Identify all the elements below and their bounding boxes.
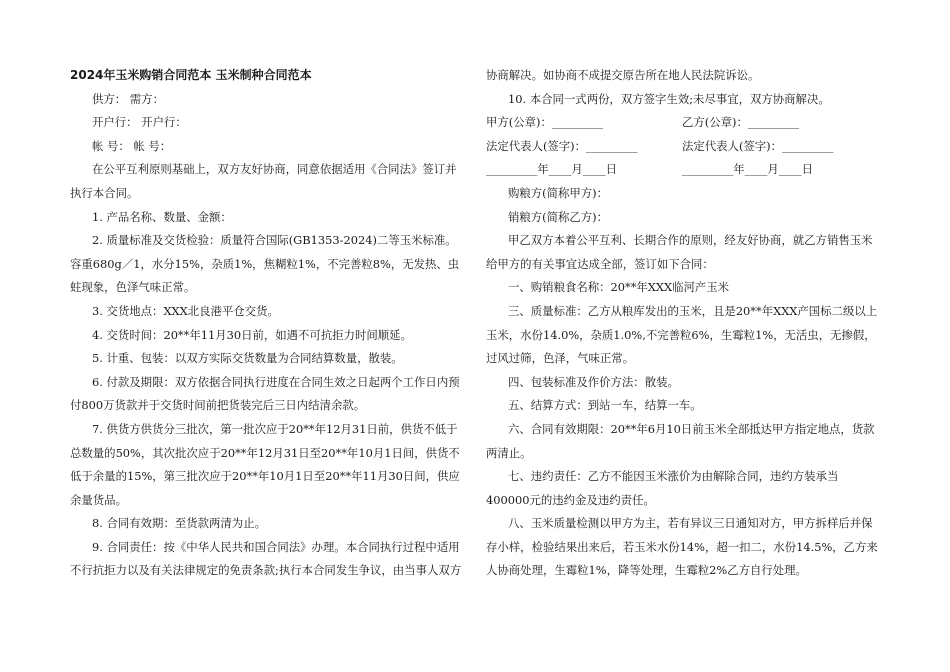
- article-6: 六、合同有效期限：20**年6月10日前玉米全部抵达甲方指定地点，货款两清止。: [486, 421, 875, 460]
- clause-9-continued: 协商解决。如协商不成提交原告所在地人民法院诉讼。: [486, 68, 760, 82]
- clause-5: 5. 计重、包装：以双方实际交货数量为合同结算数量，散装。: [92, 351, 403, 366]
- clause-4: 4. 交货时间：20**年11月30日前，如遇不可抗拒力时间顺延。: [92, 327, 412, 342]
- clause-9: 9. 合同责任：按《中华人民共和国合同法》办理。本合同执行过程中适用不行抗拒力以及有关法律规定的免责条款;执行本合同发生争议，由当事人双方: [70, 539, 462, 578]
- paragraph-account: 帐 号： 帐 号：: [92, 138, 172, 153]
- article-3: 三、质量标准：乙方从粮库发出的玉米，且是20**年XXX产国标二级以上玉米，水份14.0%，杂质1.0%,不完善粒6%，生霉粒1%，无活虫，无掺假，过风过筛，色泽，气味正常。: [486, 303, 878, 366]
- signature-row-representative: [486, 135, 878, 159]
- paragraph-bank: 开户行： 开户行：: [92, 115, 187, 130]
- clause-2: 2. 质量标准及交货检验：质量符合国际(GB1353-2024)二等玉米标准。容重680g／1，水分15%，杂质1%，焦糊粒1%，不完善粒8%，无发热、虫蛀现象，色泽气味正常。: [70, 233, 460, 295]
- article-1: 一、购销粮食名称：20**年XXX临河产玉米: [508, 280, 730, 295]
- party-a-date: _________年____月____日: [486, 162, 617, 177]
- clause-8: 8. 合同有效期：至货款两清为止。: [92, 516, 266, 531]
- clause-7: 7. 供货方供货分三批次，第一批次应于20**年12月31日前，供货不低于总数量的50%，其次批次应于20**年12月31日至20**年10月1日间，供货不低于余量的15%，第三批次应于20**年10月1日至20**年11月30日间，供应余量货品。: [70, 421, 460, 507]
- left-column: [70, 64, 462, 583]
- clause-6: 6. 付款及期限：双方依据合同执行进度在合同生效之日起两个工作日内预付800万货款并于交货时间前把货装完后三日内结清余款。: [70, 374, 460, 413]
- clause-10: 10. 本合同一式两份，双方签字生效;未尽事宜，双方协商解决。: [508, 91, 830, 106]
- signature-row-date: [486, 158, 878, 182]
- clause-3: 3. 交货地点：XXX北良港平仓交货。: [92, 303, 279, 318]
- party-a-seal: 甲方(公章)：_________: [486, 115, 604, 130]
- article-5: 五、结算方式：到站一车，结算一车。: [508, 398, 702, 413]
- signature-row-seal: [486, 111, 878, 135]
- clause-1: 1. 产品名称、数量、金额：: [92, 209, 232, 224]
- second-contract-intro: 甲乙双方本着公平互利、长期合作的原则，经友好协商，就乙方销售玉米给甲方的有关事宜达成全部，签订如下合同：: [486, 233, 873, 271]
- party-b-representative: 法定代表人(签字)：_________: [682, 138, 834, 153]
- paragraph-intro: 在公平互利原则基础上，双方友好协商，同意依据适用《合同法》签订并执行本合同。: [70, 162, 457, 200]
- party-b-date: _________年____月____日: [682, 162, 813, 177]
- article-7: 七、违约责任：乙方不能因玉米涨价为由解除合同，违约方装承当400000元的违约金及违约责任。: [486, 469, 839, 507]
- party-b-seal: 乙方(公章)：_________: [682, 115, 800, 130]
- buyer-line: 购粮方(简称甲方)：: [508, 185, 609, 200]
- seller-line: 销粮方(简称乙方)：: [508, 209, 609, 224]
- article-8: 八、玉米质量检测以甲方为主，若有异议三日通知对方，甲方拆样后并保存小样，检验结果出来后，若玉米水份14%，超一扣二，水份14.5%，乙方来人协商处理，生霉粒1%，降等处理，生霉粒2%乙方自行处理。: [486, 516, 878, 578]
- document-title: 2024年玉米购销合同范本 玉米制种合同范本: [70, 68, 312, 82]
- article-4: 四、包装标准及作价方法：散装。: [508, 374, 679, 389]
- right-column: [486, 64, 878, 583]
- paragraph-supplier-buyer: 供方： 需方：: [92, 91, 164, 106]
- party-a-representative: 法定代表人(签字)：_________: [486, 138, 638, 153]
